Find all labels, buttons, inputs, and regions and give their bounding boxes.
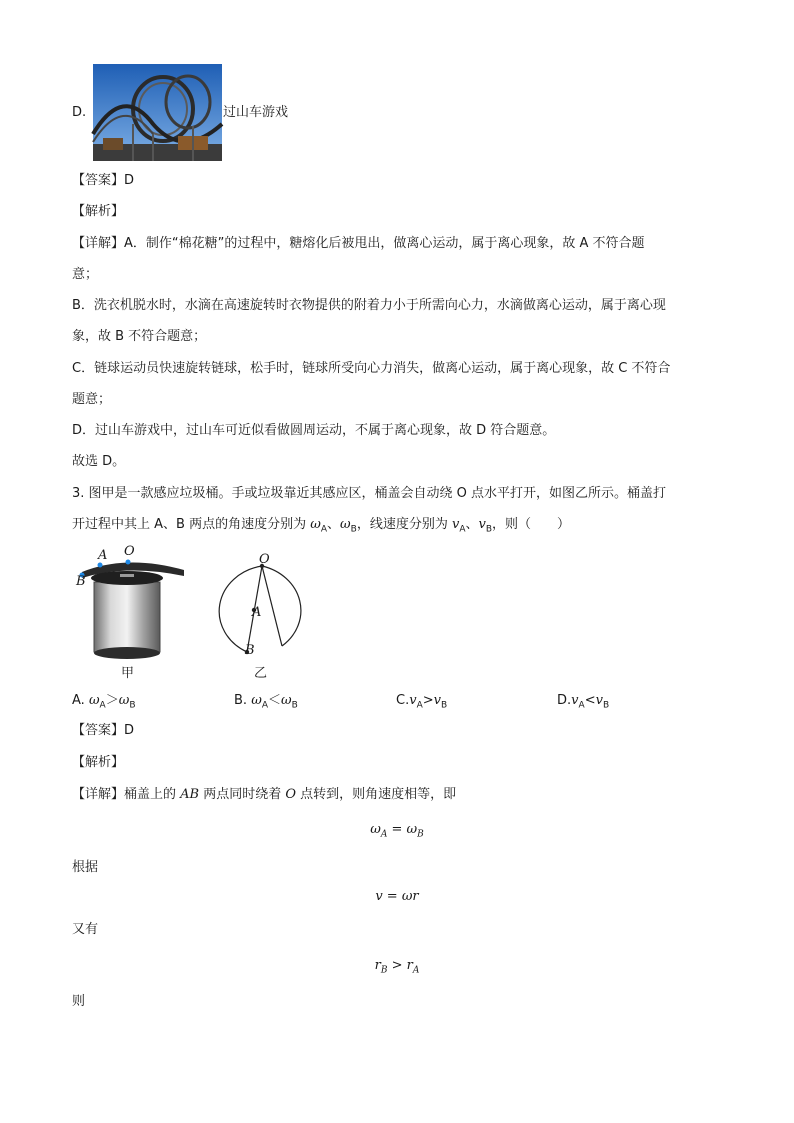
q2-analysis-heading: 【解析】 bbox=[72, 204, 125, 219]
q2-detail-c-line1: C．链球运动员快速旋转链球，松手时，链球所受向心力消失，做离心运动，属于离心现象，故 C 不符合 bbox=[72, 361, 671, 376]
fig-yi-label-b: B bbox=[245, 643, 255, 658]
q2-answer: 【答案】D bbox=[72, 173, 135, 188]
q3-option-a[interactable]: A. $\omega_A>\omega_B$ bbox=[72, 693, 136, 711]
q3-option-b[interactable]: B. $\omega_A<\omega_B$ bbox=[234, 693, 298, 711]
fig-yi-caption: 乙 bbox=[254, 666, 268, 681]
q3-answer: 【答案】D bbox=[72, 723, 135, 738]
option-d-text: 过山车游戏 bbox=[223, 105, 289, 120]
q3-detail: 【详解】桶盖上的 AB 两点同时绕着 O 点转到，则角速度相等，即 bbox=[72, 787, 457, 802]
q3-option-c[interactable]: $C.v_A>v_B$ bbox=[396, 693, 448, 711]
word-genju: 根据 bbox=[72, 860, 99, 875]
q3-stem-line2: 开过程中其上 A、B 两点的角速度分别为 $\omega_A$、$\omega_B$，线速度分别为 $v_A$、$v_B$，则（ ） bbox=[72, 517, 571, 535]
q2-detail-a-line2: 意； bbox=[72, 267, 99, 282]
q2-detail-a-line1: 【详解】A．制作“棉花糖”的过程中，糖熔化后被甩出，做离心运动，属于离心现象，故 A 不符合题 bbox=[72, 236, 645, 251]
option-d-label: D. bbox=[72, 105, 87, 120]
figure-yi-rotation-diagram bbox=[205, 560, 320, 660]
word-ze: 则 bbox=[72, 994, 86, 1009]
fig-yi-label-o: O bbox=[259, 552, 270, 567]
equation-r-compare: $r_B > r_A$ bbox=[374, 958, 420, 976]
fig-jia-caption: 甲 bbox=[121, 666, 135, 681]
fig-jia-label-o: O bbox=[124, 544, 135, 559]
q2-detail-b-line2: 象，故 B 不符合题意； bbox=[72, 329, 207, 344]
q3-option-d[interactable]: $D.v_A<v_B$ bbox=[557, 693, 610, 711]
fig-jia-label-b: B bbox=[76, 574, 86, 589]
word-youyou: 又有 bbox=[72, 922, 99, 937]
fig-yi-label-a: A bbox=[252, 605, 262, 620]
equation-v-omega-r: v = ωr bbox=[375, 889, 419, 904]
q2-detail-b-line1: B．洗衣机脱水时，水滴在高速旋转时衣物提供的附着力小于所需向心力，水滴做离心运动，属于离心现 bbox=[72, 298, 666, 313]
equation-omega-equal: $\omega_A = \omega_B$ bbox=[370, 822, 424, 840]
q3-analysis-heading: 【解析】 bbox=[72, 755, 125, 770]
q2-conclusion: 故选 D。 bbox=[72, 454, 126, 469]
roller-coaster-image bbox=[93, 64, 222, 161]
q2-detail-c-line2: 题意； bbox=[72, 392, 112, 407]
q3-stem-line1: 3. 图甲是一款感应垃圾桶。手或垃圾靠近其感应区，桶盖会自动绕 O 点水平打开，如图乙所示。桶盖打 bbox=[72, 486, 667, 501]
q2-detail-d: D．过山车游戏中，过山车可近似看做圆周运动，不属于离心现象，故 D 符合题意。 bbox=[72, 423, 556, 438]
fig-jia-label-a: A bbox=[98, 548, 108, 563]
